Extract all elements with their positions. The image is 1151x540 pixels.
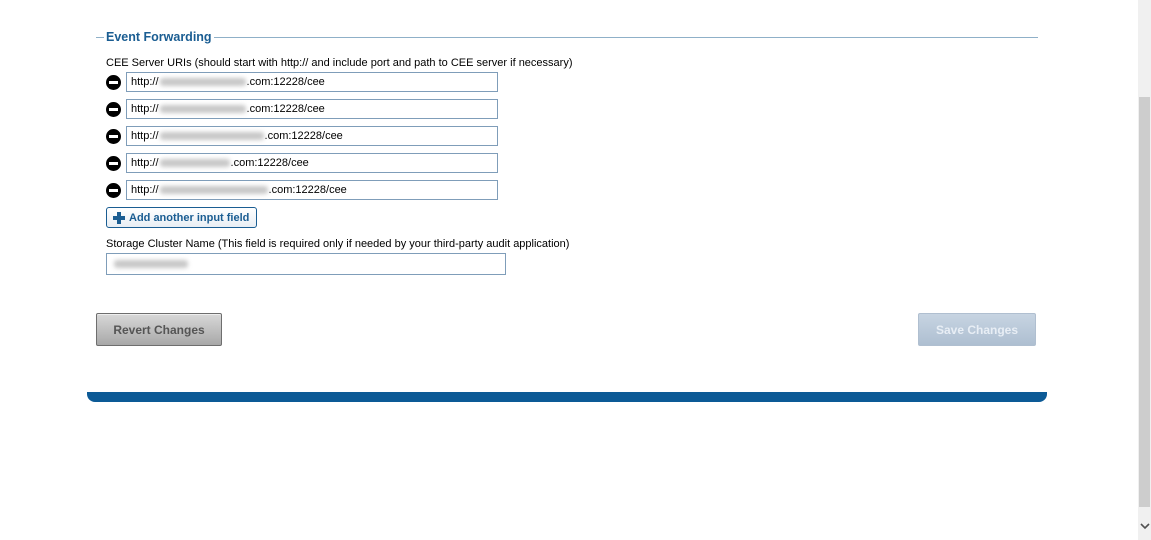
scrollbar-thumb[interactable] <box>1139 97 1150 507</box>
fieldset-border <box>96 37 1038 38</box>
redacted-host <box>160 105 246 113</box>
remove-uri-icon[interactable] <box>106 102 121 117</box>
uri-prefix: http:// <box>131 76 159 88</box>
uri-row-3 <box>106 125 498 147</box>
storage-cluster-label: Storage Cluster Name (This field is required only if needed by your third-party audit application) <box>106 238 570 250</box>
uri-prefix: http:// <box>131 103 159 115</box>
redacted-host <box>160 132 264 140</box>
vertical-scrollbar[interactable] <box>1138 0 1151 540</box>
uri-input-1[interactable] <box>126 72 498 92</box>
chevron-down-icon[interactable] <box>1138 512 1151 540</box>
cee-uris-label: CEE Server URIs (should start with http:// and include port and path to CEE server if necessary) <box>106 57 573 69</box>
uri-row-2 <box>106 98 498 120</box>
plus-icon <box>113 212 125 224</box>
uri-input-4[interactable] <box>126 153 498 173</box>
add-input-field-button[interactable] <box>106 207 257 228</box>
uri-input-3[interactable] <box>126 126 498 146</box>
redacted-value <box>114 260 188 268</box>
add-input-field-label: Add another input field <box>129 211 250 224</box>
redacted-host <box>160 159 230 167</box>
panel-bottom-bar <box>87 392 1047 402</box>
uri-input-2[interactable] <box>126 99 498 119</box>
uri-row-4 <box>106 152 498 174</box>
section-legend: Event Forwarding <box>106 30 212 44</box>
uri-row-1 <box>106 71 498 93</box>
uri-suffix: .com:12228/cee <box>264 130 343 142</box>
uri-input-5[interactable] <box>126 180 498 200</box>
uri-prefix: http:// <box>131 157 159 169</box>
redacted-host <box>160 186 268 194</box>
remove-uri-icon[interactable] <box>106 129 121 144</box>
save-changes-button[interactable]: Save Changes <box>918 313 1036 346</box>
uri-suffix: .com:12228/cee <box>230 157 309 169</box>
uri-suffix: .com:12228/cee <box>246 103 325 115</box>
remove-uri-icon[interactable] <box>106 75 121 90</box>
storage-cluster-input[interactable] <box>106 253 506 275</box>
revert-changes-button[interactable]: Revert Changes <box>96 313 222 346</box>
uri-suffix: .com:12228/cee <box>246 76 325 88</box>
remove-uri-icon[interactable] <box>106 183 121 198</box>
uri-suffix: .com:12228/cee <box>268 184 347 196</box>
redacted-host <box>160 78 246 86</box>
uri-row-5 <box>106 179 498 201</box>
uri-prefix: http:// <box>131 130 159 142</box>
uri-prefix: http:// <box>131 184 159 196</box>
remove-uri-icon[interactable] <box>106 156 121 171</box>
